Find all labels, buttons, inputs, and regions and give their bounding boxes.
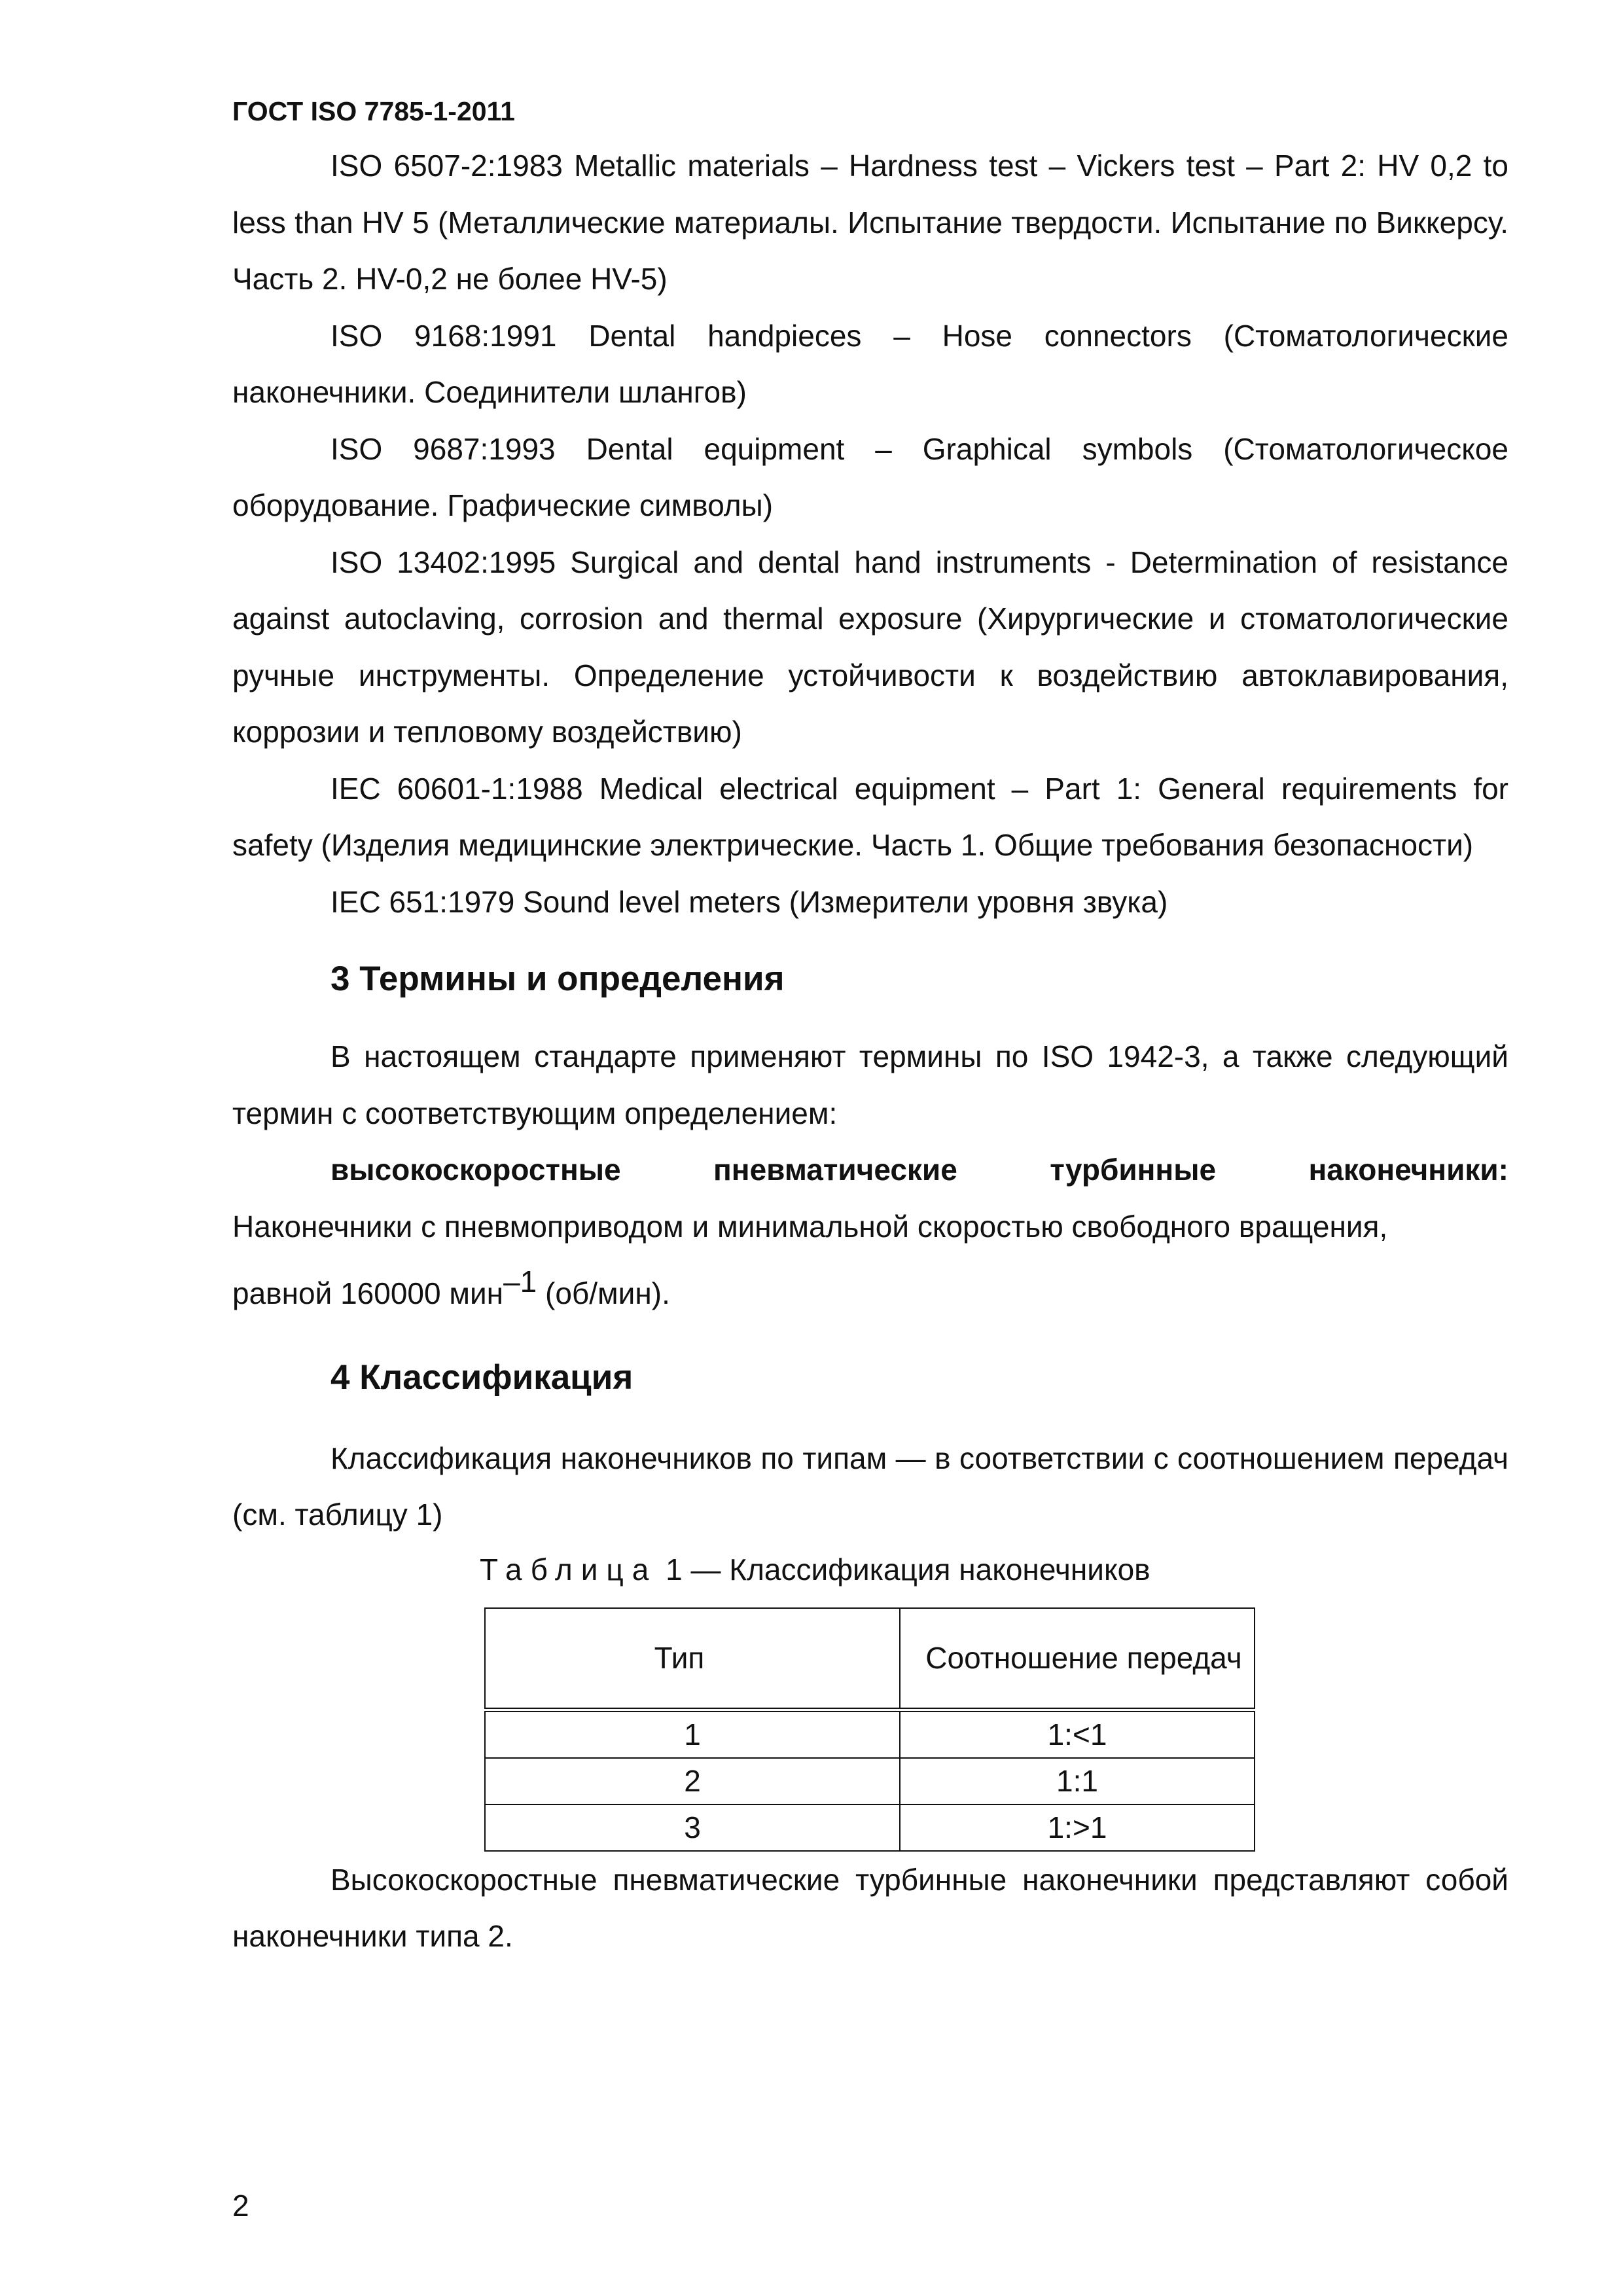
section-4-conclusion: Высокоскоростные пневматические турбинные наконечники представляют собой наконечники типа 2.	[232, 1862, 1508, 1953]
reference-item: ISO 6507-2:1983 Metallic materials – Hardness test – Vickers test – Part 2: HV 0,2 to less than HV 5 (Металлические материалы. Испытание твердости. Испытание по Виккерсу. Часть 2. HV-0,2 не более HV-5)	[232, 149, 1508, 296]
classification-table	[484, 1607, 1255, 1852]
page	[232, 85, 1508, 1965]
reference-item: IEC 60601-1:1988 Medical electrical equipment – Part 1: General requirements for safety (Изделия медицинские электрические. Часть 1. Общие требования безопасности)	[232, 771, 1508, 862]
definition-exponent: –1	[503, 1265, 537, 1299]
document-header: ГОСТ ISO 7785-1-2011	[232, 96, 515, 126]
section-3-intro: В настоящем стандарте применяют термины по ISO 1942-3, а также следующий термин с соответствующим определением:	[232, 1039, 1508, 1130]
section-4-intro: Классификация наконечников по типам — в соответствии с соотношением передач (см. таблицу 1)	[232, 1441, 1508, 1532]
table-header-cell: Тип	[485, 1608, 900, 1710]
table-cell: 2	[485, 1758, 900, 1804]
table-row	[485, 1758, 1255, 1804]
table-cell: 1	[485, 1710, 900, 1758]
table-cell: 1:<1	[900, 1710, 1255, 1758]
reference-item: ISO 9168:1991 Dental handpieces – Hose connectors (Стоматологические наконечники. Соединители шлангов)	[232, 318, 1508, 409]
table-cell: 1:>1	[900, 1804, 1255, 1851]
reference-item: ISO 9687:1993 Dental equipment – Graphical symbols (Стоматологическое оборудование. Графические символы)	[232, 431, 1508, 522]
references-list	[232, 137, 1508, 930]
term-definition: Наконечники с пневмоприводом и минимальной скоростью свободного вращения,	[232, 1209, 1388, 1244]
reference-item: IEC 651:1979 Sound level meters (Измерители уровня звука)	[330, 884, 1168, 919]
table-cell: 1:1	[900, 1758, 1255, 1804]
section-3-heading: 3 Термины и определения	[330, 960, 785, 998]
definition-unit: (об/мин).	[537, 1276, 670, 1310]
section-4-heading: 4 Классификация	[330, 1357, 633, 1397]
definition-text: равной 160000 мин	[232, 1276, 504, 1310]
term-definition-end	[232, 1255, 1508, 1322]
table-cell: 3	[485, 1804, 900, 1851]
table-caption-label: Таблица	[480, 1552, 658, 1587]
table-row	[485, 1710, 1255, 1758]
table-caption	[232, 1543, 1508, 1596]
table-row	[485, 1804, 1255, 1851]
table-header-row	[485, 1608, 1255, 1710]
page-number: 2	[232, 2189, 249, 2223]
table-header-cell: Соотношение передач	[900, 1608, 1255, 1710]
term-title: высокоскоростные пневматические турбинные наконечники:	[330, 1153, 1508, 1187]
table-caption-text: 1 — Классификация наконечников	[657, 1552, 1150, 1587]
reference-item: ISO 13402:1995 Surgical and dental hand instruments - Determination of resistance against autoclaving, corrosion and thermal exposure (Хирургические и стоматологические ручные инструменты. Определение устойчивости к воздействию автоклавирования, коррозии и тепловому воздействию)	[232, 545, 1508, 749]
